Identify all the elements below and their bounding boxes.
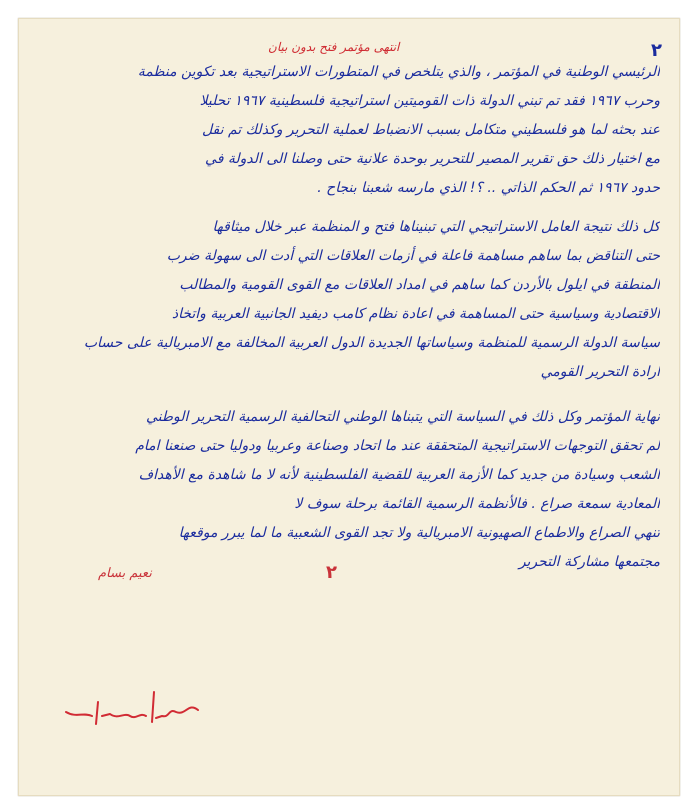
- text-line: الرئيسي الوطنية في المؤتمر ، والذي يتلخص في المتطورات الاستراتيجية بعد تكوين منظمة: [137, 64, 660, 80]
- paper-sheet: [18, 18, 680, 796]
- signature-image: [58, 672, 208, 732]
- text-line: مع اختيار ذلك حق تقرير المصير للتحرير بوحدة علانية حتى وصلنا الى الدولة في: [205, 151, 660, 167]
- text-line: سياسة الدولة الرسمية للمنظمة وسياساتها الجديدة الدول العربية المخالفة مع الامبريالية على حساب: [83, 335, 660, 351]
- margin-note: انتهى مؤتمر فتح بدون بيان: [268, 40, 400, 54]
- text-line: وحرب ١٩٦٧ فقد تم تبني الدولة ذات القوميتين استراتيجية فلسطينية ١٩٦٧ تحليلا: [199, 93, 660, 109]
- text-line: ارادة التحرير القومي: [540, 364, 660, 380]
- text-line: الاقتصادية وسياسية حتى المساهمة في اعادة نظام كامب ديفيد الجانبية العربية واتخاذ: [171, 306, 660, 322]
- text-line: تنهي الصراع والاطماع الصهيونية الامبريالية ولا تجد القوى الشعبية ما لما يبرر موقعها: [178, 525, 660, 541]
- text-line: حدود ١٩٦٧ ثم الحكم الذاتي .. ؟! الذي مارسه شعبنا بنجاح .: [317, 180, 660, 196]
- name-note: نعيم بسام: [98, 566, 152, 581]
- text-line: نهاية المؤتمر وكل ذلك في السياسة التي يتبناها الوطني التحالفية الرسمية التحرير الوطني: [145, 409, 660, 425]
- text-line: مجتمعها مشاركة التحرير: [518, 554, 660, 570]
- text-line: عند بحثه لما هو فلسطيني متكامل بسبب الانضباط لعملية التحرير وكذلك تم نقل: [201, 122, 660, 138]
- page-number-bottom: ٢: [326, 562, 337, 583]
- text-line: لم تحقق التوجهات الاستراتيجية المتحققة عند ما اتحاد وصناعة وعربيا ودوليا حتى صنعنا امام: [135, 438, 660, 454]
- text-line: حتى التناقض بما ساهم مساهمة فاعلة في أزمات العلاقات التي أدت الى سهولة ضرب: [166, 248, 660, 264]
- text-line: الشعب وسيادة من جديد كما الأزمة العربية للقضية الفلسطينية لأنه لا ما شاهدة مع الأهداف: [138, 467, 660, 483]
- text-line: المنطقة في ايلول بالأردن كما ساهم في امداد العلاقات مع القوى القومية والمطالب: [179, 277, 660, 293]
- text-line: المعادية سمعة صراع . فالأنظمة الرسمية القائمة برحلة سوف لا: [294, 496, 660, 512]
- handwritten-body: [48, 58, 660, 577]
- page-number-top: ٢: [651, 40, 662, 61]
- text-line: كل ذلك نتيجة العامل الاستراتيجي التي تبنيناها فتح و المنظمة عبر خلال ميثاقها: [212, 219, 660, 235]
